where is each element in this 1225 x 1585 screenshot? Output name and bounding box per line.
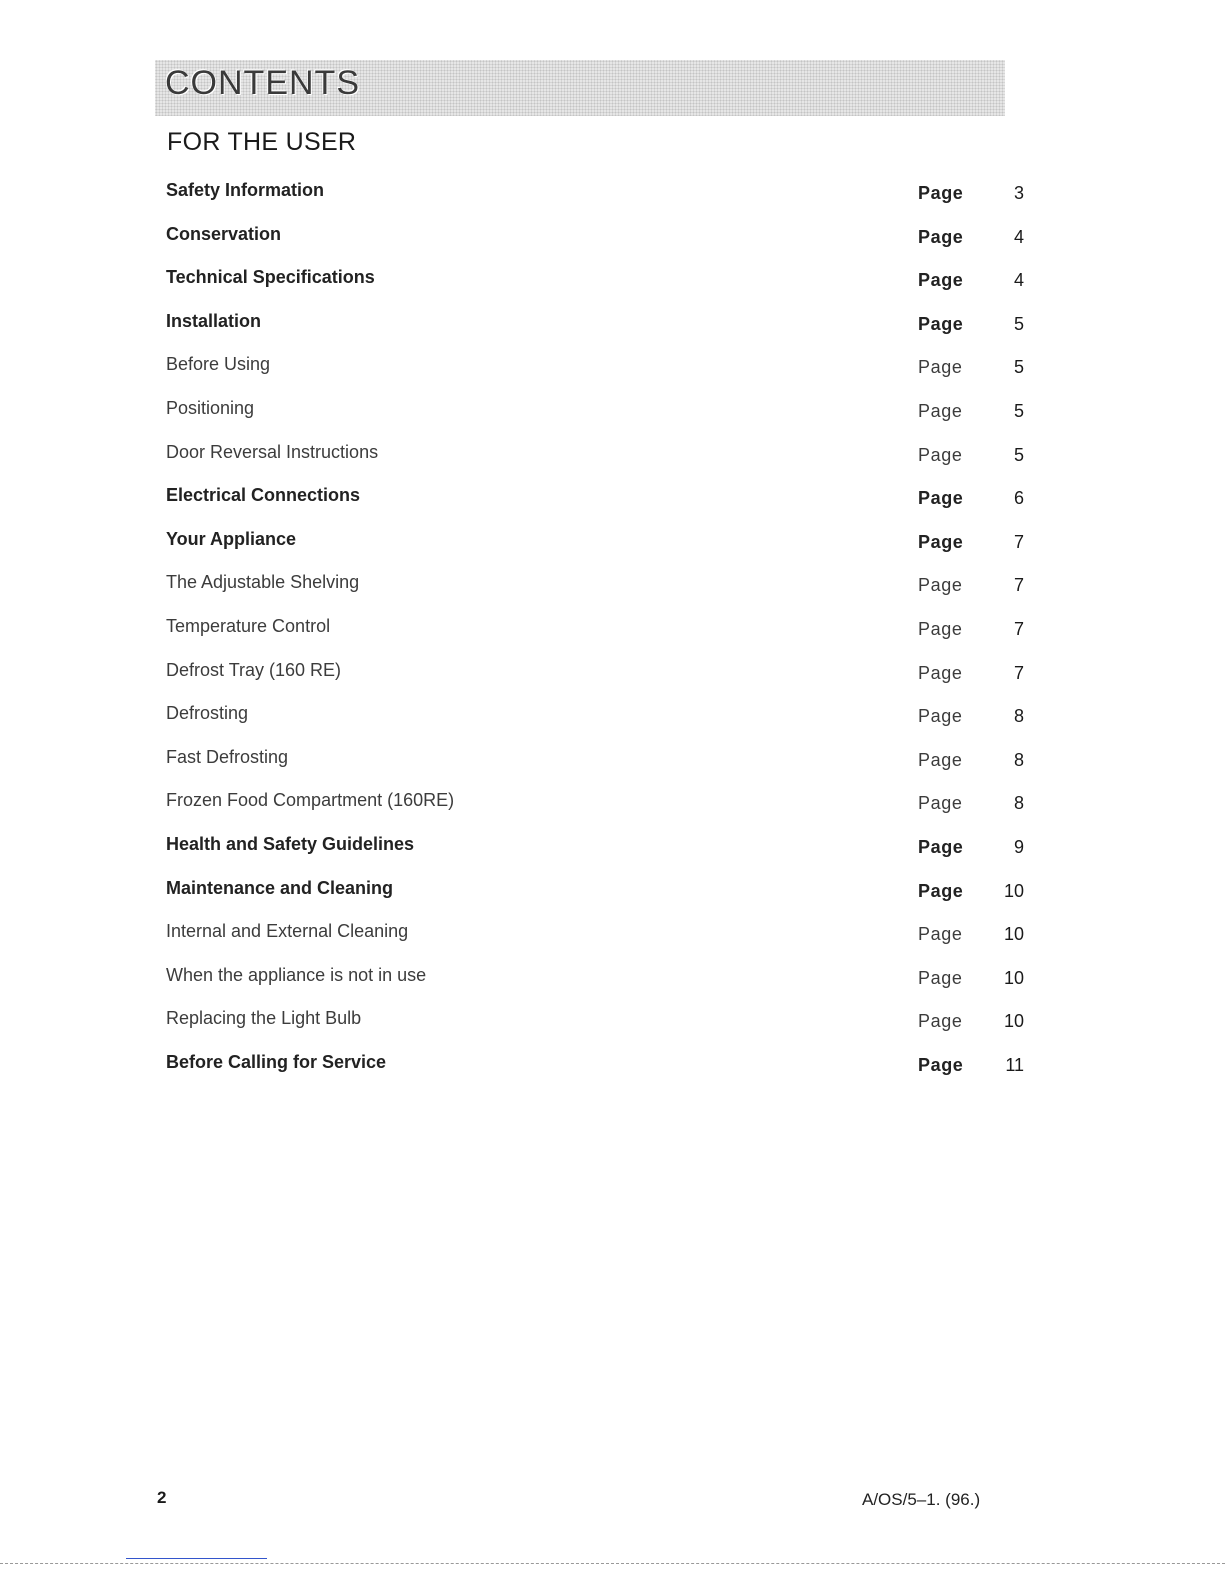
toc-page-number: 7: [1013, 618, 1024, 639]
toc-page-number: 8: [1013, 793, 1024, 814]
toc-page-label: Page: [918, 444, 963, 465]
toc-entry-title: Safety Information: [166, 180, 325, 200]
toc-entry: [164, 309, 1034, 353]
toc-entry-title: Positioning: [166, 397, 255, 418]
toc-page-number: 10: [1003, 967, 1024, 988]
toc-page-number: 5: [1013, 444, 1024, 465]
toc-entry: [164, 658, 1034, 702]
toc-entry-title: Temperature Control: [166, 615, 331, 636]
toc-entry: [164, 178, 1034, 222]
toc-entry-title: Frozen Food Compartment (160RE): [166, 790, 455, 811]
toc-page-label: Page: [918, 357, 963, 378]
toc-page-label: Page: [918, 270, 964, 291]
toc-page-label: Page: [918, 531, 964, 552]
toc-entry: [164, 352, 1034, 396]
toc-page-number: 10: [1003, 924, 1024, 945]
footer-document-code: A/OS/5–1. (96.): [862, 1490, 981, 1509]
toc-entry-title: Conservation: [166, 223, 282, 244]
toc-page-number: 10: [1003, 880, 1024, 901]
toc-page-number: 7: [1013, 662, 1024, 683]
toc-page-number: 8: [1013, 749, 1024, 770]
toc-entry: [164, 1050, 1034, 1094]
toc-page-number: 5: [1013, 357, 1024, 378]
toc-entry: [164, 527, 1034, 571]
contents-heading: CONTENTS: [165, 64, 360, 102]
toc-entry: [164, 483, 1034, 527]
section-title: FOR THE USER: [167, 128, 357, 156]
toc-page-label: Page: [918, 575, 963, 596]
toc-page-label: Page: [918, 226, 964, 247]
toc-page-label: Page: [918, 1011, 963, 1032]
table-of-contents: [164, 178, 1034, 1093]
toc-page-label: Page: [918, 924, 963, 945]
toc-entry: [164, 963, 1034, 1007]
toc-entry: [164, 265, 1034, 309]
toc-page-label: Page: [918, 836, 964, 857]
toc-page-label: Page: [918, 183, 964, 203]
toc-page-label: Page: [918, 662, 963, 683]
toc-page-number: 7: [1013, 531, 1024, 552]
toc-page-number: 10: [1003, 1011, 1024, 1032]
page-bottom-link-underline: [126, 1558, 267, 1559]
toc-entry: [164, 788, 1034, 832]
toc-entry: [164, 745, 1034, 789]
toc-entry-title: Health and Safety Guidelines: [166, 833, 415, 854]
toc-page-label: Page: [918, 618, 963, 639]
toc-entry: [164, 614, 1034, 658]
toc-page-label: Page: [918, 488, 964, 509]
toc-entry: [164, 832, 1034, 876]
toc-entry-title: The Adjustable Shelving: [166, 572, 360, 593]
toc-page-number: 6: [1013, 488, 1024, 509]
toc-entry: [164, 919, 1034, 963]
toc-entry-title: Before Calling for Service: [166, 1051, 387, 1072]
toc-page-label: Page: [918, 749, 963, 770]
page-bottom-divider: [0, 1563, 1225, 1564]
toc-entry-title: Installation: [166, 310, 262, 331]
toc-entry-title: Maintenance and Cleaning: [166, 877, 394, 898]
toc-entry-title: Fast Defrosting: [166, 746, 289, 767]
toc-page-label: Page: [918, 1054, 964, 1075]
toc-page-number: 9: [1013, 836, 1024, 857]
toc-page-label: Page: [918, 313, 964, 334]
toc-entry-title: When the appliance is not in use: [166, 964, 427, 985]
toc-entry-title: Electrical Connections: [166, 485, 361, 506]
toc-entry: [164, 876, 1034, 920]
toc-entry-title: Defrost Tray (160 RE): [166, 659, 342, 680]
toc-page-label: Page: [918, 967, 963, 988]
toc-entry-title: Before Using: [166, 354, 271, 375]
toc-page-number: 4: [1013, 226, 1024, 247]
toc-entry: [164, 701, 1034, 745]
contents-banner: [155, 60, 1005, 116]
toc-page-number: 5: [1013, 400, 1024, 421]
toc-entry: [164, 570, 1034, 614]
toc-page-number: 3: [1013, 183, 1024, 203]
toc-entry-title: Technical Specifications: [166, 267, 375, 288]
toc-page-label: Page: [918, 880, 964, 901]
toc-page-number: 8: [1013, 706, 1024, 727]
toc-entry: [164, 1006, 1034, 1050]
toc-page-number: 7: [1013, 575, 1024, 596]
toc-entry-title: Door Reversal Instructions: [166, 441, 379, 462]
toc-page-number: 5: [1013, 313, 1024, 334]
toc-entry-title: Defrosting: [166, 703, 249, 724]
toc-entry: [164, 222, 1034, 266]
toc-page-label: Page: [918, 400, 963, 421]
toc-page-label: Page: [918, 706, 963, 727]
toc-page-label: Page: [918, 793, 963, 814]
footer-page-number: 2: [157, 1488, 167, 1507]
toc-page-number: 4: [1013, 270, 1024, 291]
toc-entry: [164, 440, 1034, 484]
toc-entry: [164, 396, 1034, 440]
toc-entry-title: Your Appliance: [166, 528, 297, 549]
toc-entry-title: Replacing the Light Bulb: [166, 1008, 362, 1029]
toc-page-number: 11: [1005, 1054, 1024, 1075]
toc-entry-title: Internal and External Cleaning: [166, 921, 409, 942]
